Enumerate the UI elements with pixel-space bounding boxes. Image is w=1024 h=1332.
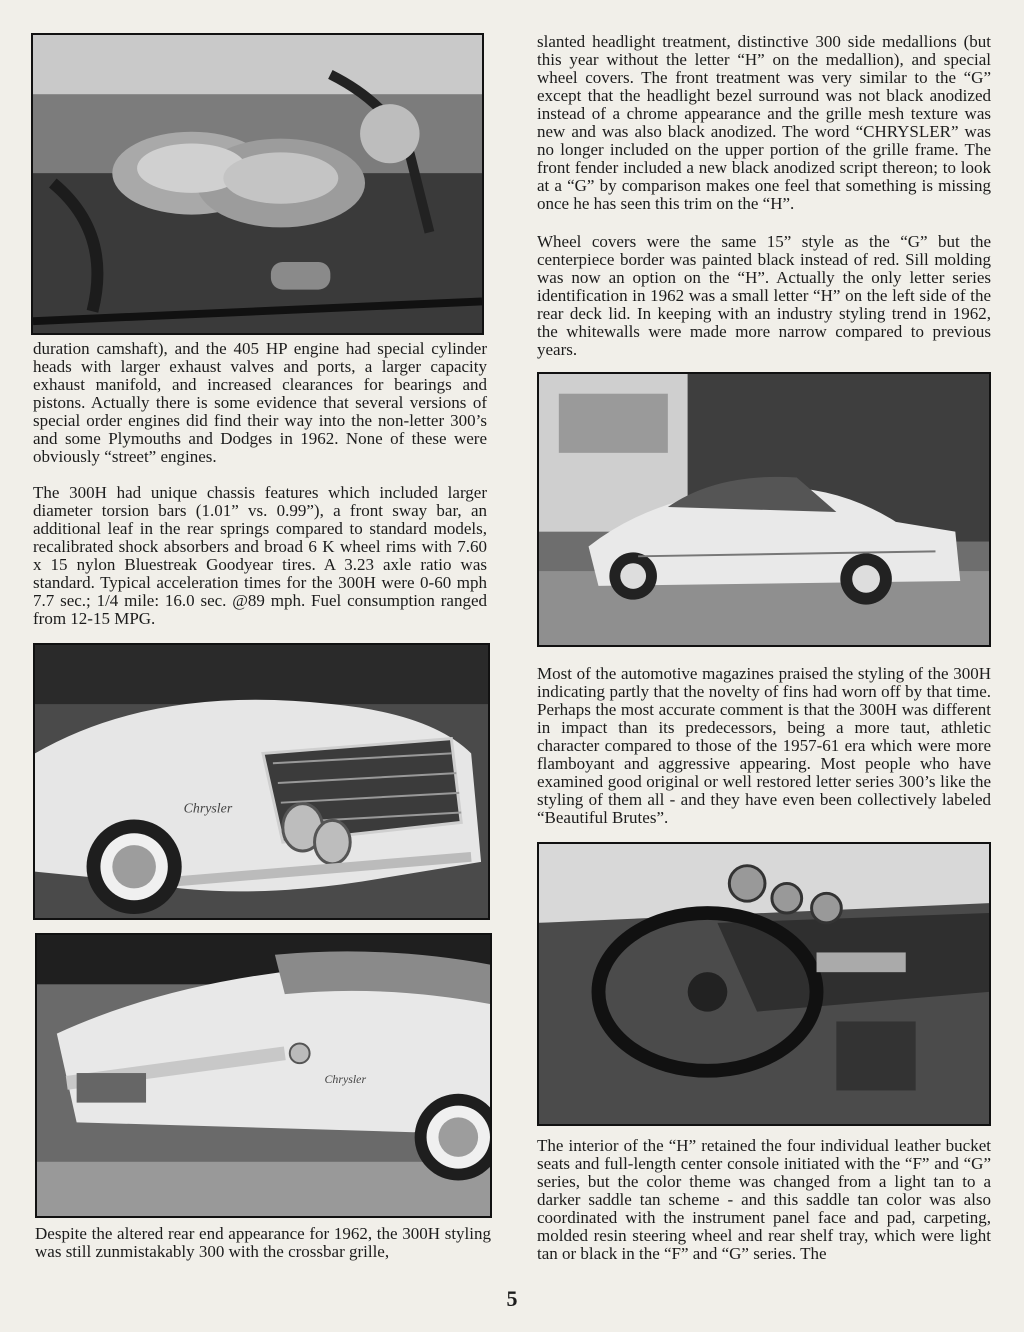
interior-dashboard-photo xyxy=(537,842,991,1126)
right-paragraph-1: slanted headlight treatment, distinctive 300 side medallions (but this year without the letter “H” on the medallion), and special wheel covers. The front treatment was very similar to the “G” except that the headlight bezel surround was not black anodized instead of a chrome appearance and the grille mesh texture was new and was also black anodized. The word “CHRYSLER” was no longer included on the upper portion of the grille frame. The front fender included a new black anodized script thereon; to look at a “G” by comparison makes one feel that something is missing once he has seen this trim on the “H”. xyxy=(537,32,991,213)
engine-bay-photo xyxy=(31,33,484,335)
right-paragraph-2: Wheel covers were the same 15” style as the “G” but the centerpiece border was painted black instead of red. Sill molding was now an option on the “H”. Actually the only letter series identification in 1962 was a small letter “H” on the left side of the rear deck lid. In keeping with an industry styling trend in 1962, the whitewalls were made more narrow compared to previous years. xyxy=(537,232,991,359)
front-fender-script: Chrysler xyxy=(183,800,233,816)
left-paragraph-3: Despite the altered rear end appearance for 1962, the 300H styling was still zunmistakably 300 with the crossbar grille, xyxy=(35,1224,491,1261)
left-paragraph-2: The 300H had unique chassis features which included larger diameter torsion bars (1.01” vs. 0.99”), a front sway bar, an additional leaf in the rear springs compared to standard models, recalibrated shock absorbers and broad 6 K wheel rims with 7.60 x 15 nylon Bluestreak Goodyear tires. A 3.23 axle ratio was standard. Typical acceleration times for the 300H were 0-60 mph 7.7 sec.; 1/4 mile: 16.0 sec. @89 mph. Fuel consumption ranged from 12-15 MPG. xyxy=(33,483,487,628)
rear-fender-script: Chrysler xyxy=(324,1071,367,1086)
front-grille-photo xyxy=(33,643,490,920)
left-paragraph-1: duration camshaft), and the 405 HP engine had special cylinder heads with larger exhaust valves and ports, a larger capacity exhaust manifold, and increased clearances for bearings and pistons. Actually there is some evidence that several versions of special order engines did find their way into the non-letter 300’s and some Plymouths and Dodges in 1962. None of these were obviously “street” engines. xyxy=(33,339,487,466)
right-paragraph-3: Most of the automotive magazines praised the styling of the 300H indicating partly that the novelty of fins had worn off by that time. Perhaps the most accurate comment is that the 300H was different in impact than its predecessors, being a more taut, athletic character compared to those of the 1957-61 era which were more flamboyant and aggressive appearing. Most people who have examined good original or well restored letter series 300’s like the styling of them all - and they have even been collectively labeled “Beautiful Brutes”. xyxy=(537,664,991,827)
rear-quarter-photo xyxy=(35,933,492,1218)
right-paragraph-4: The interior of the “H” retained the four individual leather bucket seats and full-length center console initiated with the “F” and “G” series, but the color theme was changed from a light tan to a darker saddle tan scheme - and this saddle tan color was also coordinated with the instrument panel face and pad, carpeting, molded resin steering wheel and rear shelf tray, which were light tan or black in the “F” and “G” series. The xyxy=(537,1136,991,1263)
page-number: 5 xyxy=(506,1286,518,1311)
side-view-photo xyxy=(537,372,991,647)
